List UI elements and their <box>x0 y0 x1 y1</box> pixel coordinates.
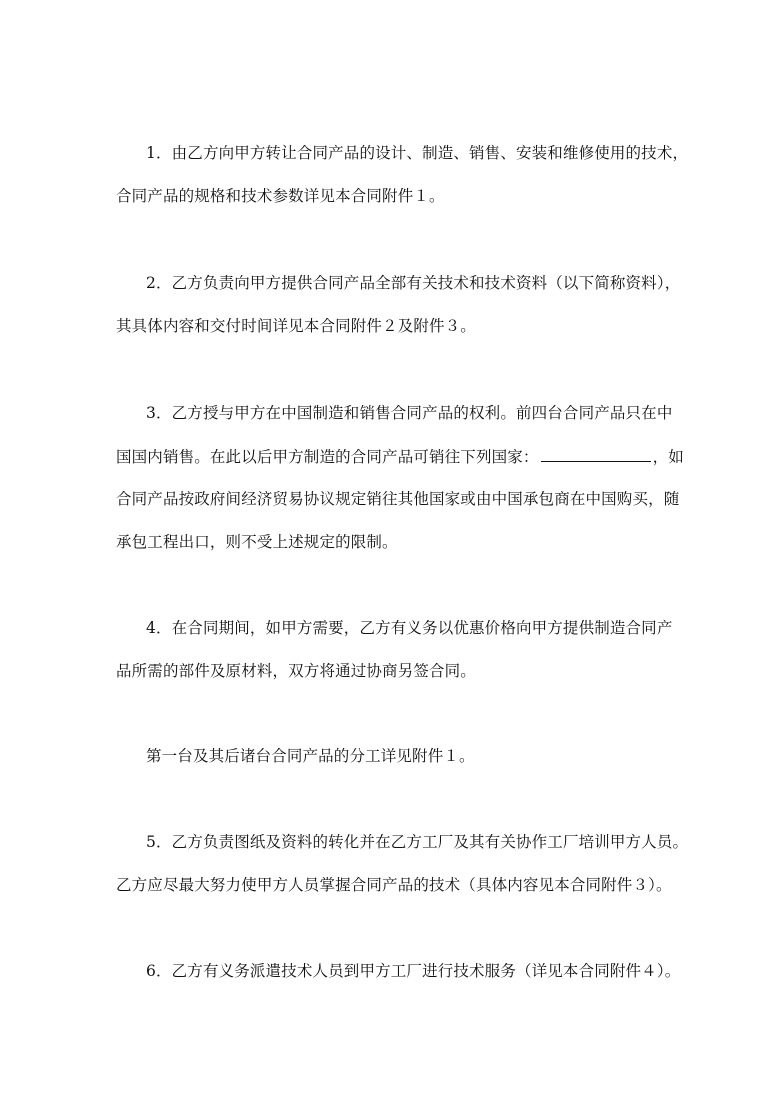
clause-3-line-2-tail: ，如 <box>652 448 684 466</box>
clause-5-line-2: 乙方应尽最大努力使甲方人员掌握合同产品的技术（具体内容见本合同附件３）。 <box>116 876 672 894</box>
division-of-work-note: 第一台及其后诸台合同产品的分工详见附件１。 <box>146 747 475 765</box>
clause-1-line-2: 合同产品的规格和技术参数详见本合同附件１。 <box>116 187 445 205</box>
clause-2-line-1: 2．乙方负责向甲方提供合同产品全部有关技术和技术资料（以下简称资料）， <box>146 274 681 292</box>
country-blank-field[interactable] <box>541 446 651 462</box>
clause-3-line-3: 合同产品按政府间经济贸易协议规定销往其他国家或由中国承包商在中国购买，随 <box>116 490 680 508</box>
clause-2-line-2: 其具体内容和交付时间详见本合同附件２及附件３。 <box>116 317 476 335</box>
clause-3-line-1: 3．乙方授与甲方在中国制造和销售合同产品的权利。前四台合同产品只在中 <box>146 404 673 422</box>
clause-3-line-2-text: 国国内销售。在此以后甲方制造的合同产品可销往下列国家： <box>116 448 539 466</box>
clause-3-line-4: 承包工程出口，则不受上述规定的限制。 <box>116 533 398 551</box>
clause-6-line-1: 6．乙方有义务派遣技术人员到甲方工厂进行技术服务（详见本合同附件４）。 <box>146 962 681 980</box>
clause-3-line-2 <box>116 446 684 467</box>
clause-4-line-1: 4．在合同期间，如甲方需要，乙方有义务以优惠价格向甲方提供制造合同产 <box>146 619 673 637</box>
clause-4-line-2: 品所需的部件及原材料，双方将通过协商另签合同。 <box>116 662 476 680</box>
clause-1-line-1: 1．由乙方向甲方转让合同产品的设计、制造、销售、安装和维修使用的技术， <box>146 144 689 162</box>
clause-5-line-1: 5．乙方负责图纸及资料的转化并在乙方工厂及其有关协作工厂培训甲方人员。 <box>146 833 689 851</box>
